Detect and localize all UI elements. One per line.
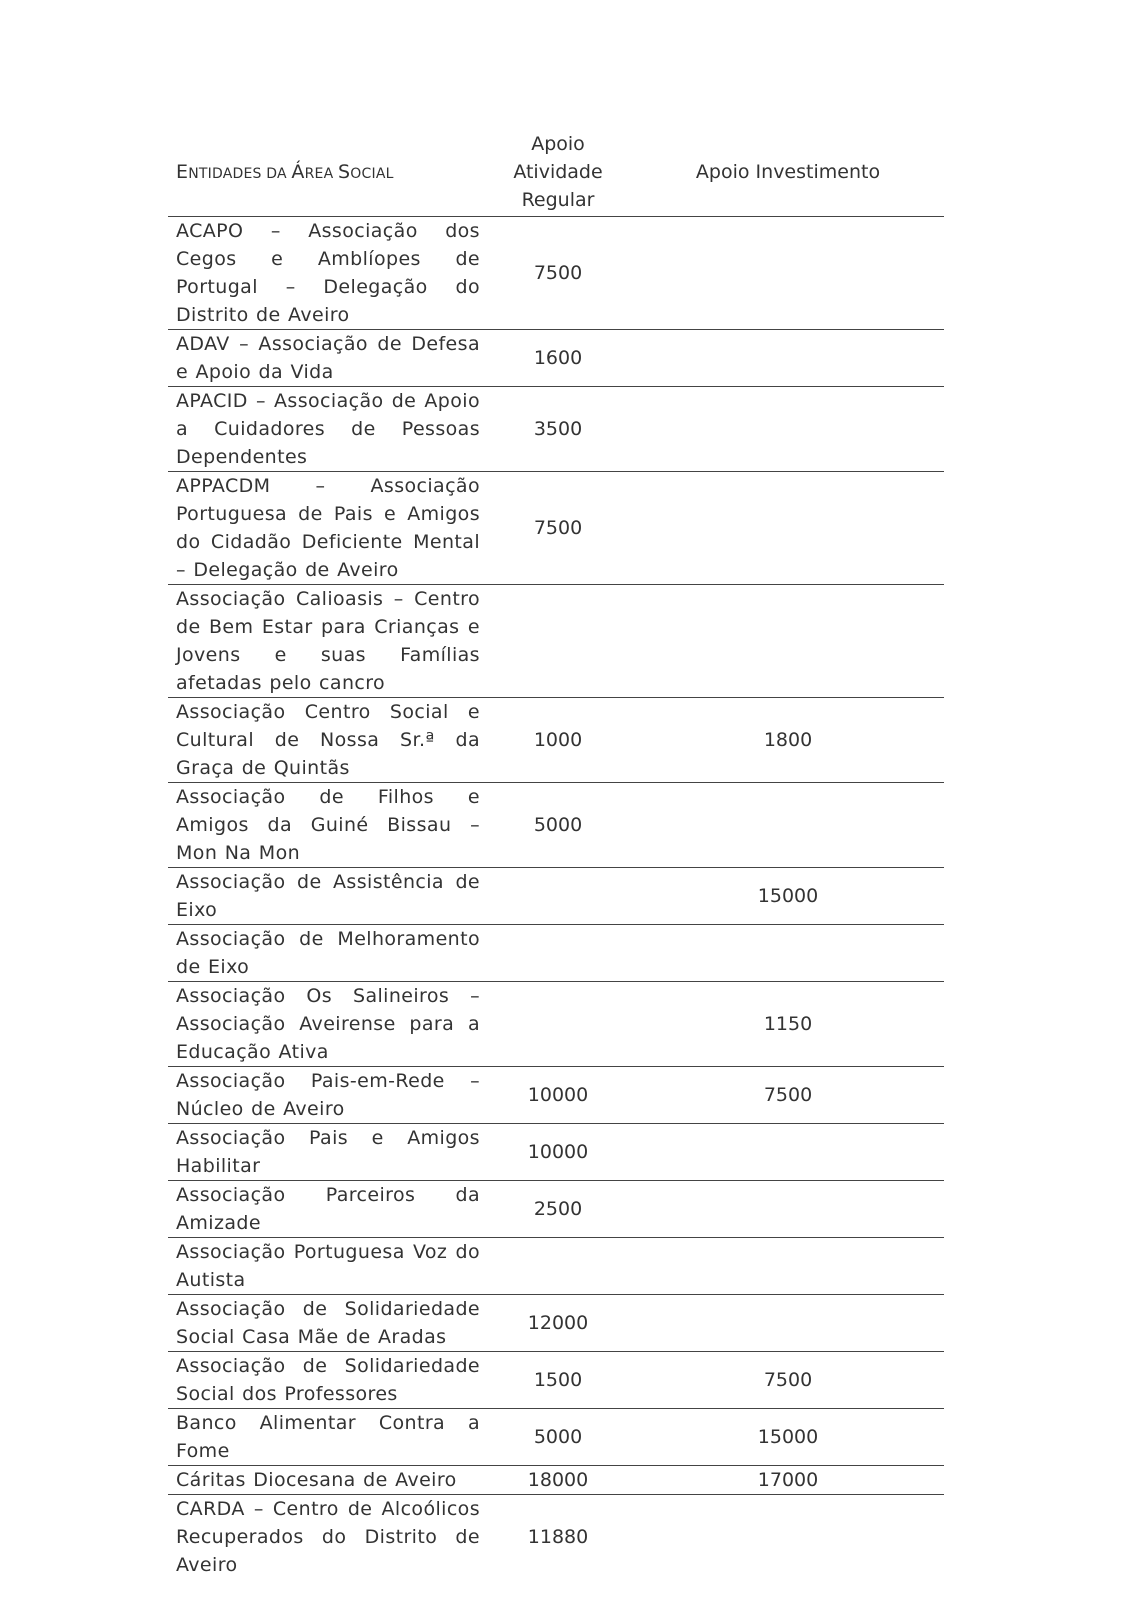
table-header-row	[168, 130, 944, 217]
investment-support-cell	[632, 330, 944, 387]
table-row	[168, 868, 944, 925]
regular-support-cell	[484, 868, 632, 925]
table-row	[168, 1495, 944, 1580]
regular-support-cell: 5000	[484, 1409, 632, 1466]
entity-name-cell: CARDA – Centro de Alcoólicos Recuperados do Distrito de Aveiro	[176, 1498, 480, 1576]
entity-name-cell: ADAV – Associação de Defesa e Apoio da Vida	[168, 330, 484, 387]
investment-support-cell	[632, 387, 944, 472]
entity-name-cell: ACAPO – Associação dos Cegos e Amblíopes de Portugal – Delegação do Distrito de Aveiro	[168, 217, 484, 330]
table-row	[168, 1124, 944, 1181]
regular-support-cell: 3500	[484, 387, 632, 472]
investment-support-cell	[632, 585, 944, 698]
table-row	[168, 925, 944, 982]
table-row	[168, 472, 944, 585]
regular-support-cell: 7500	[484, 472, 632, 585]
table-row	[168, 783, 944, 868]
table-row	[168, 1067, 944, 1124]
regular-support-cell: 18000	[484, 1466, 632, 1495]
regular-support-cell	[484, 585, 632, 698]
entity-name-cell: APPACDM – Associação Portuguesa de Pais e Amigos do Cidadão Deficiente Mental – Delegação de Aveiro	[168, 472, 484, 585]
entity-name-cell: Associação Centro Social e Cultural de Nossa Sr.ª da Graça de Quintãs	[168, 698, 484, 783]
entity-name-cell: Associação Calioasis – Centro de Bem Estar para Crianças e Jovens e suas Famílias afetadas pelo cancro	[168, 585, 484, 698]
entity-name-cell: Associação Pais e Amigos Habilitar	[168, 1124, 484, 1181]
investment-support-cell	[632, 1295, 944, 1352]
investment-support-cell	[632, 1124, 944, 1181]
regular-support-cell: 7500	[484, 217, 632, 330]
regular-support-cell	[484, 982, 632, 1067]
table-row	[168, 1409, 944, 1466]
investment-support-cell	[632, 472, 944, 585]
regular-support-cell: 1600	[484, 330, 632, 387]
entity-name-cell: Associação Portuguesa Voz do Autista	[168, 1238, 484, 1295]
investment-support-cell: 7500	[632, 1352, 944, 1409]
header-regular-support: Apoio Atividade Regular	[484, 130, 632, 217]
entity-name-cell: Associação de Filhos e Amigos da Guiné Bissau – Mon Na Mon	[168, 783, 484, 868]
investment-support-cell	[632, 1181, 944, 1238]
entity-name-cell: APACID – Associação de Apoio a Cuidadores de Pessoas Dependentes	[168, 387, 484, 472]
table-row	[168, 1181, 944, 1238]
table-row	[168, 1352, 944, 1409]
investment-support-cell	[632, 1495, 944, 1580]
regular-support-cell: 2500	[484, 1181, 632, 1238]
table-row	[168, 982, 944, 1067]
table-row	[168, 330, 944, 387]
investment-support-cell: 17000	[632, 1466, 944, 1495]
investment-support-cell	[632, 783, 944, 868]
regular-support-cell	[484, 1238, 632, 1295]
table-row	[168, 1238, 944, 1295]
regular-support-cell: 5000	[484, 783, 632, 868]
investment-support-cell: 15000	[632, 868, 944, 925]
entity-name-cell: Associação de Solidariedade Social dos Professores	[168, 1352, 484, 1409]
regular-support-cell: 12000	[484, 1295, 632, 1352]
table-row	[168, 698, 944, 783]
regular-support-cell: 1000	[484, 698, 632, 783]
regular-support-cell: 1500	[484, 1352, 632, 1409]
document-page	[168, 130, 944, 1579]
table-row	[168, 1466, 944, 1495]
header-investment-support: Apoio Investimento	[632, 130, 944, 217]
support-table	[168, 130, 944, 1579]
entity-name-cell: Associação de Solidariedade Social Casa Mãe de Aradas	[168, 1295, 484, 1352]
table-row	[168, 217, 944, 330]
regular-support-cell: 11880	[527, 1526, 589, 1548]
investment-support-cell: 1800	[632, 698, 944, 783]
entity-name-cell: Associação de Melhoramento de Eixo	[168, 925, 484, 982]
table-row	[168, 585, 944, 698]
investment-support-cell: 7500	[632, 1067, 944, 1124]
header-entities: ENTIDADES DA ÁREA SOCIAL	[168, 130, 484, 217]
investment-support-cell	[632, 217, 944, 330]
regular-support-cell: 10000	[484, 1067, 632, 1124]
investment-support-cell	[632, 1238, 944, 1295]
regular-support-cell: 10000	[484, 1124, 632, 1181]
investment-support-cell: 1150	[632, 982, 944, 1067]
table-row	[168, 1295, 944, 1352]
entity-name-cell: Cáritas Diocesana de Aveiro	[168, 1466, 484, 1495]
investment-support-cell	[632, 925, 944, 982]
entity-name-cell: Associação Pais-em-Rede – Núcleo de Aveiro	[168, 1067, 484, 1124]
entity-name-cell: Associação de Assistência de Eixo	[168, 868, 484, 925]
table-body	[168, 217, 944, 1580]
entity-name-cell: Associação Parceiros da Amizade	[168, 1181, 484, 1238]
investment-support-cell: 15000	[632, 1409, 944, 1466]
entity-name-cell: Banco Alimentar Contra a Fome	[168, 1409, 484, 1466]
entity-name-cell: Associação Os Salineiros – Associação Aveirense para a Educação Ativa	[168, 982, 484, 1067]
table-row	[168, 387, 944, 472]
regular-support-cell	[484, 925, 632, 982]
